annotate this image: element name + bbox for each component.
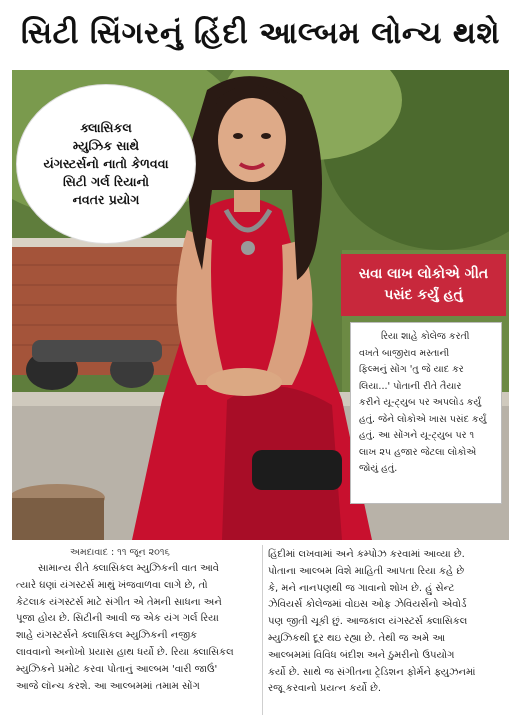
article-line: લાવવાનો અનોખો પ્રયાસ હાથ ધર્યો છે. રિયા ક્લાસિકલ [16, 646, 234, 658]
article-line: કે, મને નાનપણથી જ ગાવાનો શોખ છે. હું સેન્ટ [268, 582, 455, 594]
article-line: શાહે યંગસ્ટર્સને ક્લાસિકલ મ્યુઝિકની નજીક [16, 630, 198, 642]
article-line: પોતાના આલ્બમ વિશે માહિતી આપતા રિયા કહે છે [268, 565, 465, 577]
page-headline: સિટી સિંગરનું હિંદી આલ્બમ લોન્ચ થશે [20, 15, 501, 51]
article-line: ઝેવિયર્સ કોલેજમાં વોઇસ ઓફ ઝેવિયર્સનો એવોર્ડ [268, 599, 467, 611]
sidebar-text-line: વખતે બાજીરાવ મસ્તાની [359, 347, 450, 359]
article-line: કેટલાક યંગસ્ટર્સ માટે સંગીત એ તેમની સાધના અને [16, 596, 222, 608]
sidebar-title-line: સવા લાખ લોકોએ ગીત [358, 266, 489, 282]
article-line: રજૂ કરવાનો પ્રયત્ન કર્યો છે. [268, 683, 382, 695]
callout-line: મ્યુઝિક સાથે [72, 138, 140, 153]
sidebar-title-line: પસંદ કર્યું હતું [384, 287, 463, 303]
sidebar-text-line: કરીને યૂ-ટ્યુબ પર અપલોડ કર્યું [359, 397, 482, 408]
sidebar-text-line: જોયું હતું. [359, 463, 398, 474]
callout-line: સિટી ગર્લ રિયાનો [62, 174, 150, 189]
article-line: સામાન્ય રીતે ક્લાસિકલ મ્યુઝિકની વાત આવે [38, 563, 220, 574]
dateline: અમદાવાદ : ૧૧ જૂન ૨૦૧૬ [70, 547, 170, 558]
callout-line: નવતર પ્રયોગ [72, 192, 140, 207]
article-line: કર્યો છે. સાથે જ સંગીતના ટ્રેડિશન ફોર્મને ફ્યુઝનમાં [268, 666, 476, 678]
sidebar-text-line: ફિલ્મનું સોંગ 'તુ જે યાદ કર [359, 364, 464, 375]
article-line: મ્યુઝિકથી દૂર થઇ રહ્યા છે. તેથી જ અમે આ [268, 632, 446, 644]
article-line: આલ્બમમાં વિવિધ બંદીશ અને ઠુમરીનો ઉપયોગ [268, 649, 455, 661]
article-line: મ્યુઝિકને પ્રમોટ કરવા પોતાનું આલ્બમ 'વારી જાઉં' [16, 663, 218, 675]
column-divider [262, 545, 263, 715]
article-column-left [16, 561, 258, 695]
article-line: આજે લૉન્ચ કરશે. આ આલ્બમમાં તમામ સોંગ [16, 680, 200, 692]
article-line: પણ જીતી ચૂકી છું. આજકાલ યંગસ્ટર્સ ક્લાસિકલ [268, 616, 468, 628]
sidebar-text-line: હતું. જેને લોકોએ ખાસ પસંદ કર્યું [359, 413, 487, 425]
sidebar-text-line: લાખ ૨૫ હજાર જેટલા લોકોએ [359, 446, 477, 458]
sidebar-text-line: લિયા...' પોતાની રીતે તૈયાર [359, 380, 462, 392]
article-line: હિંદીમાં લખવામાં અને કમ્પોઝ કરવામાં આવ્યા છે. [268, 549, 465, 560]
sidebar-title [341, 254, 506, 316]
callout-line: ક્લાસિકલ [80, 120, 132, 135]
sidebar-text-line: હતું. આ સોંગને યૂ-ટ્યુબ પર ૧ [359, 430, 475, 441]
callout-line: યંગસ્ટર્સનો નાતો કેળવવા [43, 156, 169, 171]
article-line: પૂજા હોય છે. સિટીની આવી જ એક યંગ ગર્લ રિયા [16, 613, 219, 625]
article-line: ત્યારે ઘણાં યંગસ્ટર્સ માથું ખંજવાળવા લાગે છે, તો [16, 579, 208, 591]
quote-callout [16, 84, 196, 244]
article-column-right [268, 547, 508, 698]
sidebar-box [350, 322, 502, 504]
sidebar-text-line: રિયા શાહે કોલેજ કરતી [381, 331, 470, 342]
